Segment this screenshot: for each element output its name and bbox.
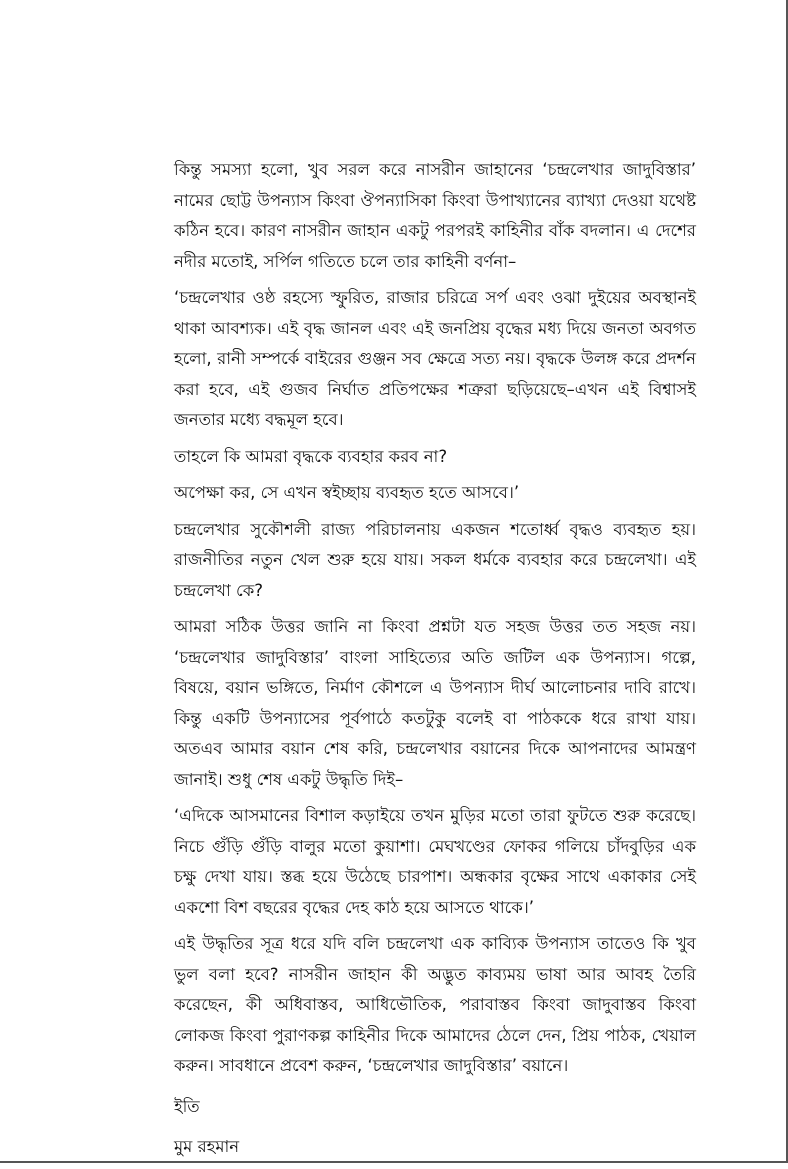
paragraph-2-quote: ‘চন্দ্রলেখার ওষ্ঠ রহস্যে স্ফুরিত, রাজার চরিত্রে সর্প এবং ওঝা দুইয়ের অবস্থানই থাকা আবশ্যক। এই বৃদ্ধ জানল এবং এই জনপ্রিয় বৃদ্ধের মধ্য দিয়ে জনতা অবগত হলো, রানী সম্পর্কে বাইরের গুঞ্জন সব ক্ষেত্রে সত্য নয়। বৃদ্ধকে উলঙ্গ করে প্রদর্শন করা হবে, এই গুজব নির্ঘাত প্রতিপক্ষের শত্রুরা ছড়িয়েছে–এখন এই বিশ্বাসই জনতার মধ্যে বদ্ধমূল হবে। [174,288,696,429]
author-name: মুম রহমান [174,1137,240,1156]
paragraph-3: তাহলে কি আমরা বৃদ্ধকে ব্যবহার করব না? [174,446,448,466]
paragraph-5: চন্দ্রলেখার সুকৌশলী রাজ্য পরিচালনায় একজন শতোর্ধ্ব বৃদ্ধও ব্যবহৃত হয়। রাজনীতির নতুন খেল শুরু হয়ে যায়। সকল ধর্মকে ব্যবহার করে চন্দ্রলেখা। এই চন্দ্রলেখা কে? [174,519,696,600]
paragraph-6: আমরা সঠিক উত্তর জানি না কিংবা প্রশ্নটা যত সহজ উত্তর তত সহজ নয়। ‘চন্দ্রলেখার জাদুবিস্তার’ বাংলা সাহিত্যের অতি জটিল এক উপন্যাস। গল্পে, বিষয়ে, বয়ান ভঙ্গিতে, নির্মাণ কৌশলে এ উপন্যাস দীর্ঘ আলোচনার দাবি রাখে। কিন্তু একটি উপন্যাসের পূর্বপাঠে কতটুকু বলেই বা পাঠককে ধরে রাখা যায়। অতএব আমার বয়ান শেষ করি, চন্দ্রলেখার বয়ানের দিকে আপনাদের আমন্ত্রণ জানাই। শুধু শেষ একটু উদ্ধৃতি দিই– [174,617,696,789]
paragraph-1: কিন্তু সমস্যা হলো, খুব সরল করে নাসরীন জাহানের ‘চন্দ্রলেখার জাদুবিস্তার’ নামের ছোট্ট উপন্যাস কিংবা ঔপন্যাসিকা কিংবা উপাখ্যানের ব্যাখ্যা দেওয়া যথেষ্ট কঠিন হবে। কারণ নাসরীন জাহান একটু পরপরই কাহিনীর বাঁক বদলান। এ দেশের নদীর মতোই, সর্পিল গতিতে চলে তার কাহিনী বর্ণনা– [174,160,696,271]
body-text [174,155,696,1169]
paragraph-8: এই উদ্ধৃতির সূত্র ধরে যদি বলি চন্দ্রলেখা এক কাব্যিক উপন্যাস তাতেও কি খুব ভুল বলা হবে? নাসরীন জাহান কী অদ্ভুত কাব্যময় ভাষা আর আবহ তৈরি করেছেন, কী অধিবাস্তব, আধিভৌতিক, পরাবাস্তব কিংবা জাদুবাস্তব কিংবা লোকজ কিংবা পুরাণকল্প কাহিনীর দিকে আমাদের ঠেলে দেন, প্রিয় পাঠক, খেয়াল করুন। সাবধানে প্রবেশ করুন, ‘চন্দ্রলেখার জাদুবিস্তার’ বয়ানে। [174,934,696,1075]
paragraph-7-quote: ‘এদিকে আসমানের বিশাল কড়াইয়ে তখন মুড়ির মতো তারা ফুটতে শুরু করেছে। নিচে গুঁড়ি গুঁড়ি বালুর মতো কুয়াশা। মেঘখণ্ডের ফোকর গলিয়ে চাঁদবুড়ির এক চক্ষু দেখা যায়। স্তব্ধ হয়ে উঠেছে চারপাশ। অন্ধকার বৃক্ষের সাথে একাকার সেই একশো বিশ বছরের বৃদ্ধের দেহ কাঠ হয়ে আসতে থাকে।’ [174,806,696,917]
closing-word: ইতি [174,1096,200,1116]
paragraph-4: অপেক্ষা কর, সে এখন স্বইচ্ছায় ব্যবহৃত হতে আসবে।’ [174,483,520,502]
